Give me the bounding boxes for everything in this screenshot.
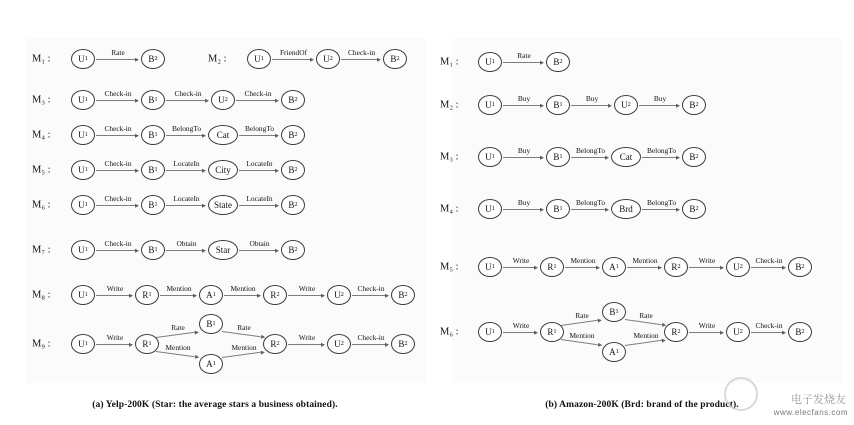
edge-label: Mention	[231, 343, 257, 352]
edge-line	[352, 344, 385, 345]
node-b2: B 2	[281, 195, 305, 215]
node-state: State	[208, 195, 238, 215]
edge-line	[571, 209, 605, 210]
edge-label: Mention	[632, 256, 658, 265]
node-b2: B 2	[141, 49, 165, 69]
edge-arrowhead	[534, 266, 538, 270]
node-b2: B 2	[788, 257, 812, 277]
edge-label: Write	[106, 284, 124, 293]
edge-label: Mention	[569, 331, 595, 340]
edge-label: FriendOf	[279, 48, 308, 57]
edge-label: Write	[298, 333, 316, 342]
edge-label: Buy	[653, 94, 667, 103]
node-u1: U 1	[478, 257, 502, 277]
meta-path-label: M₆ :	[440, 326, 459, 338]
edge-label: Buy	[585, 94, 599, 103]
edge-line	[503, 267, 534, 268]
edge-arrowhead	[608, 104, 612, 108]
edge-label: BelongTo	[171, 124, 202, 133]
node-u2: U 2	[327, 285, 351, 305]
edge-label: Check-in	[244, 89, 272, 98]
node-b1: B 1	[199, 314, 223, 334]
edge-line	[236, 100, 275, 101]
edge-line	[166, 250, 202, 251]
meta-path-label: M₆ :	[32, 199, 51, 211]
watermark-cn-text: 电子发烧友	[791, 394, 846, 406]
node-b2: B 2	[281, 160, 305, 180]
edge-line	[627, 267, 658, 268]
edge-arrowhead	[202, 134, 206, 138]
node-u1: U 1	[71, 240, 95, 260]
meta-path-label: M₅ :	[440, 261, 459, 273]
meta-path-row-m6	[0, 188, 430, 222]
edge-label: Rate	[517, 51, 531, 60]
meta-path-label: M₄ :	[440, 203, 459, 215]
edge-label: Rate	[111, 48, 125, 57]
node-u1: U 1	[71, 125, 95, 145]
node-b1: B 1	[546, 95, 570, 115]
meta-path-label: M₉ :	[32, 338, 51, 350]
node-u1: U 1	[478, 95, 502, 115]
node-b1: B 1	[602, 302, 626, 322]
edge-label: BelongTo	[575, 146, 606, 155]
node-u1: U 1	[71, 160, 95, 180]
meta-path-row-m7	[0, 233, 430, 267]
edge-line	[156, 332, 195, 338]
edge-arrowhead	[261, 350, 266, 355]
node-r1: R 1	[135, 285, 159, 305]
edge-arrowhead	[275, 249, 279, 253]
edge-arrowhead	[135, 134, 139, 138]
node-u1: U 1	[71, 49, 95, 69]
edge-line	[96, 100, 135, 101]
node-star: Star	[208, 240, 238, 260]
edge-label: Check-in	[347, 48, 376, 57]
edge-label: Check-in	[174, 89, 202, 98]
meta-path-label: M₂ :	[440, 99, 459, 111]
edge-label: Check-in	[104, 89, 132, 98]
meta-path-row-m1-m2	[0, 42, 430, 76]
edge-label: Write	[698, 321, 716, 330]
edge-label: Check-in	[357, 284, 385, 293]
edge-line	[503, 157, 540, 158]
node-u1: U 1	[71, 90, 95, 110]
edge-label: Write	[106, 333, 124, 342]
meta-path-label: M₂ :	[208, 53, 227, 65]
node-b1: B 1	[141, 195, 165, 215]
edge-line	[166, 170, 202, 171]
node-brd: Brd	[611, 199, 641, 219]
meta-path-label: M₁ :	[32, 53, 51, 65]
edge-arrowhead	[534, 331, 538, 335]
node-r2: R 2	[664, 322, 688, 342]
watermark-url-text: www.elecfans.com	[773, 408, 848, 417]
edge-arrowhead	[195, 330, 200, 335]
edge-line	[166, 100, 205, 101]
node-r1: R 1	[135, 334, 159, 354]
node-u1: U 1	[247, 49, 271, 69]
edge-arrowhead	[605, 156, 609, 160]
meta-path-label: M₃ :	[32, 94, 51, 106]
edge-line	[96, 344, 129, 345]
node-b2: B 2	[682, 95, 706, 115]
edge-line	[503, 62, 540, 63]
edge-arrowhead	[385, 343, 389, 347]
edge-arrowhead	[720, 266, 724, 270]
edge-line	[239, 135, 275, 136]
edge-label: Mention	[633, 331, 659, 340]
edge-label: LocateIn	[173, 159, 200, 168]
edge-line	[166, 135, 202, 136]
node-a1: A 1	[199, 285, 223, 305]
node-u2: U 2	[726, 322, 750, 342]
edge-arrowhead	[202, 204, 206, 208]
edge-arrowhead	[321, 294, 325, 298]
edge-arrowhead	[129, 294, 133, 298]
meta-path-row-m6	[430, 300, 854, 364]
edge-arrowhead	[377, 58, 381, 62]
edge-label: Obtain	[176, 239, 197, 248]
edge-line	[96, 205, 135, 206]
edge-arrowhead	[205, 99, 209, 103]
edge-label: Check-in	[755, 256, 783, 265]
left-caption: (a) Yelp-200K (Star: the average stars a business obtained).	[92, 400, 338, 410]
node-a1: A 1	[602, 342, 626, 362]
meta-path-row-m4	[430, 192, 854, 226]
node-u2: U 2	[316, 49, 340, 69]
node-r2: R 2	[263, 334, 287, 354]
edge-arrowhead	[321, 343, 325, 347]
node-b1: B 1	[141, 90, 165, 110]
edge-line	[565, 267, 596, 268]
node-cat: Cat	[611, 147, 641, 167]
edge-label: Mention	[165, 343, 191, 352]
edge-arrowhead	[676, 208, 680, 212]
edge-arrowhead	[135, 169, 139, 173]
edge-line	[239, 205, 275, 206]
edge-line	[288, 295, 321, 296]
edge-arrowhead	[135, 204, 139, 208]
edge-label: Mention	[570, 256, 596, 265]
edge-label: Write	[698, 256, 716, 265]
edge-line	[239, 250, 275, 251]
edge-arrowhead	[257, 294, 261, 298]
edge-arrowhead	[662, 338, 667, 343]
edge-arrowhead	[275, 99, 279, 103]
meta-path-row-m5	[0, 153, 430, 187]
node-b2: B 2	[383, 49, 407, 69]
node-r2: R 2	[263, 285, 287, 305]
edge-line	[503, 332, 534, 333]
meta-path-label: M₈ :	[32, 289, 51, 301]
edge-label: Check-in	[104, 239, 132, 248]
edge-arrowhead	[310, 58, 314, 62]
node-b1: B 1	[546, 147, 570, 167]
edge-arrowhead	[598, 318, 603, 323]
node-cat: Cat	[208, 125, 238, 145]
edge-arrowhead	[202, 169, 206, 173]
edge-arrowhead	[540, 156, 544, 160]
edge-line	[96, 170, 135, 171]
node-b1: B 1	[141, 160, 165, 180]
edge-arrowhead	[596, 266, 600, 270]
edge-label: Rate	[575, 311, 589, 320]
edge-label: Mention	[166, 284, 192, 293]
edge-line	[639, 105, 676, 106]
edge-line	[96, 59, 135, 60]
edge-line	[341, 59, 377, 60]
edge-line	[352, 295, 385, 296]
edge-line	[571, 105, 608, 106]
node-u2: U 2	[614, 95, 638, 115]
edge-line	[642, 209, 676, 210]
edge-line	[96, 250, 135, 251]
edge-arrowhead	[385, 294, 389, 298]
meta-path-label: M₄ :	[32, 129, 51, 141]
edge-label: Buy	[517, 94, 531, 103]
edge-label: Buy	[517, 198, 531, 207]
edge-label: Buy	[517, 146, 531, 155]
meta-path-row-m9	[0, 312, 430, 376]
node-u2: U 2	[211, 90, 235, 110]
node-u2: U 2	[327, 334, 351, 354]
edge-line	[689, 267, 720, 268]
node-u1: U 1	[478, 199, 502, 219]
node-b2: B 2	[281, 240, 305, 260]
edge-arrowhead	[598, 343, 603, 348]
node-u1: U 1	[71, 334, 95, 354]
edge-arrowhead	[202, 249, 206, 253]
edge-line	[751, 332, 782, 333]
edge-arrowhead	[129, 343, 133, 347]
edge-arrowhead	[135, 249, 139, 253]
node-a1: A 1	[602, 257, 626, 277]
edge-arrowhead	[135, 99, 139, 103]
edge-arrowhead	[676, 156, 680, 160]
edge-line	[625, 340, 662, 346]
edge-arrowhead	[195, 355, 200, 360]
edge-label: Obtain	[249, 239, 270, 248]
edge-label: Write	[512, 256, 530, 265]
node-a1: A 1	[199, 354, 223, 374]
edge-line	[571, 157, 605, 158]
edge-label: Check-in	[104, 159, 132, 168]
edge-line	[503, 105, 540, 106]
node-b2: B 2	[281, 125, 305, 145]
edge-line	[239, 170, 275, 171]
edge-label: LocateIn	[173, 194, 200, 203]
edge-label: Check-in	[104, 124, 132, 133]
edge-arrowhead	[676, 104, 680, 108]
meta-path-row-m3	[0, 83, 430, 117]
edge-label: BelongTo	[244, 124, 275, 133]
edge-label: BelongTo	[646, 198, 677, 207]
meta-path-row-m4	[0, 118, 430, 152]
edge-label: Rate	[237, 323, 251, 332]
node-b2: B 2	[391, 285, 415, 305]
edge-arrowhead	[782, 331, 786, 335]
edge-line	[222, 352, 261, 358]
edge-line	[751, 267, 782, 268]
edge-arrowhead	[540, 61, 544, 65]
node-b2: B 2	[546, 52, 570, 72]
edge-line	[224, 295, 257, 296]
edge-line	[503, 209, 540, 210]
edge-label: Write	[512, 321, 530, 330]
edge-line	[160, 295, 193, 296]
node-r2: R 2	[664, 257, 688, 277]
edge-label: BelongTo	[646, 146, 677, 155]
node-b1: B 1	[141, 240, 165, 260]
node-u2: U 2	[726, 257, 750, 277]
edge-label: LocateIn	[246, 194, 273, 203]
edge-line	[288, 344, 321, 345]
meta-path-label: M₇ :	[32, 244, 51, 256]
edge-line	[166, 205, 202, 206]
node-u1: U 1	[478, 147, 502, 167]
edge-line	[689, 332, 720, 333]
node-u1: U 1	[478, 322, 502, 342]
edge-label: Write	[298, 284, 316, 293]
node-b2: B 2	[391, 334, 415, 354]
meta-path-row-m3	[430, 140, 854, 174]
edge-arrowhead	[275, 169, 279, 173]
edge-arrowhead	[720, 331, 724, 335]
edge-arrowhead	[135, 58, 139, 62]
edge-arrowhead	[658, 266, 662, 270]
meta-path-label: M₁ :	[440, 56, 459, 68]
edge-label: Check-in	[357, 333, 385, 342]
node-b1: B 1	[546, 199, 570, 219]
node-r1: R 1	[540, 257, 564, 277]
edge-arrowhead	[540, 208, 544, 212]
meta-path-row-m2	[430, 88, 854, 122]
node-b2: B 2	[682, 147, 706, 167]
edge-line	[96, 135, 135, 136]
edge-line	[96, 295, 129, 296]
meta-path-row-m1	[430, 45, 854, 79]
meta-path-label: M₅ :	[32, 164, 51, 176]
edge-arrowhead	[275, 204, 279, 208]
edge-label: Check-in	[104, 194, 132, 203]
right-diagram-panel	[430, 0, 854, 425]
node-b1: B 1	[141, 125, 165, 145]
node-b2: B 2	[682, 199, 706, 219]
edge-arrowhead	[605, 208, 609, 212]
edge-arrowhead	[540, 104, 544, 108]
edge-label: Rate	[639, 311, 653, 320]
edge-label: Check-in	[755, 321, 783, 330]
edge-arrowhead	[782, 266, 786, 270]
node-r1: R 1	[540, 322, 564, 342]
meta-path-label: M₃ :	[440, 151, 459, 163]
edge-line	[642, 157, 676, 158]
edge-arrowhead	[275, 134, 279, 138]
edge-label: Mention	[230, 284, 256, 293]
meta-path-row-m5	[430, 250, 854, 284]
watermark-circle-icon	[724, 377, 758, 411]
node-u1: U 1	[71, 285, 95, 305]
edge-label: BelongTo	[575, 198, 606, 207]
edge-label: Rate	[171, 323, 185, 332]
meta-path-row-m8	[0, 278, 430, 312]
node-city: City	[208, 160, 238, 180]
edge-line	[561, 320, 598, 326]
node-b2: B 2	[788, 322, 812, 342]
edge-line	[272, 59, 310, 60]
right-caption: (b) Amazon-200K (Brd: brand of the product).	[545, 400, 739, 410]
edge-label: LocateIn	[246, 159, 273, 168]
node-b2: B 2	[281, 90, 305, 110]
node-u1: U 1	[478, 52, 502, 72]
edge-arrowhead	[193, 294, 197, 298]
node-u1: U 1	[71, 195, 95, 215]
